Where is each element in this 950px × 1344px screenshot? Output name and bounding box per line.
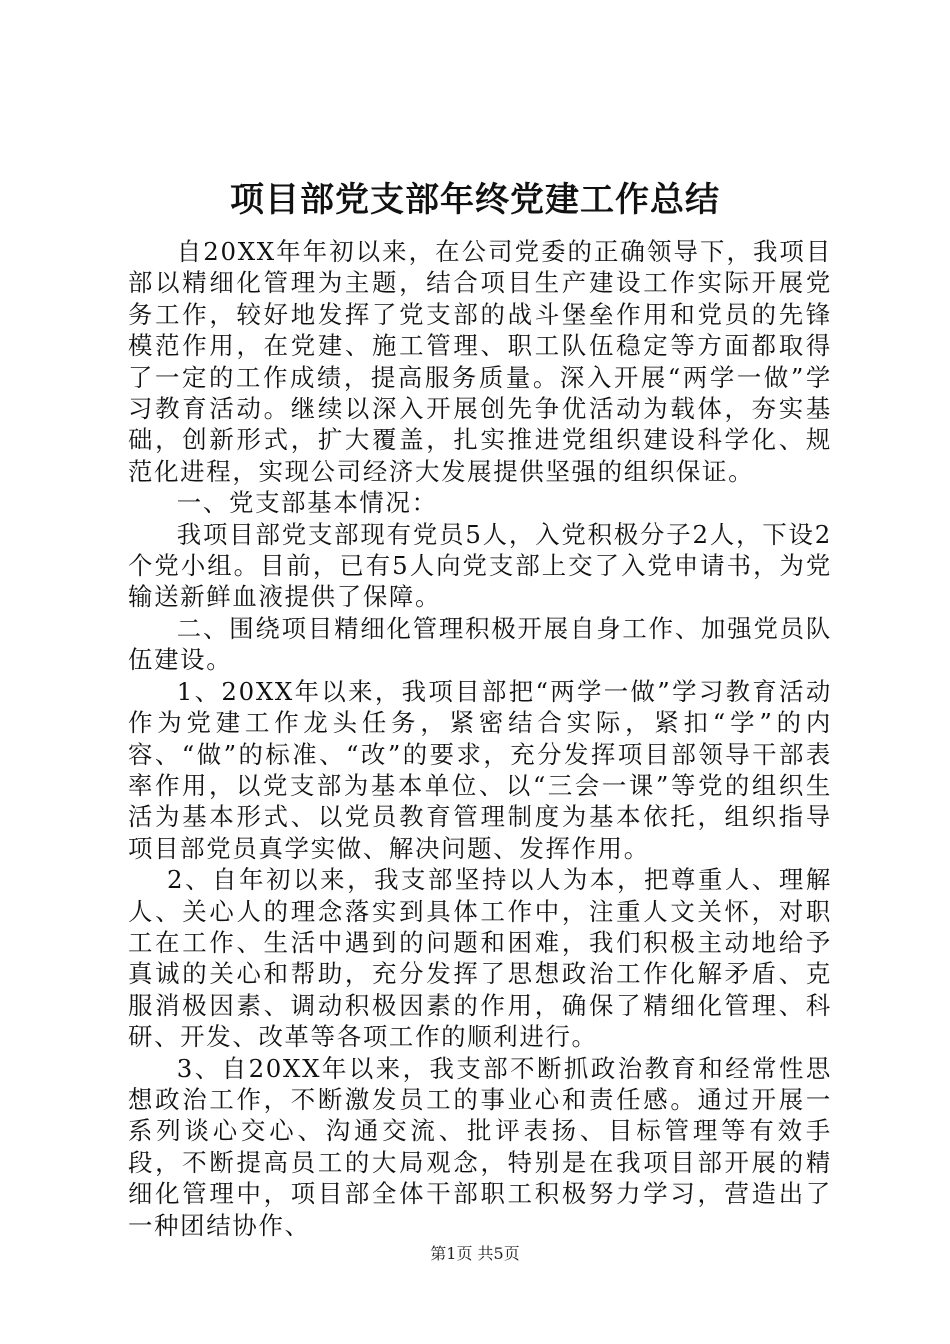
paragraph-intro: 自20XX年年初以来，在公司党委的正确领导下，我项目部以精细化管理为主题，结合项目生产建设工作实际开展党务工作，较好地发挥了党支部的战斗堡垒作用和党员的先锋模范作用，在党建、施工管理、职工队伍稳定等方面都取得了一定的工作成绩，提高服务质量。深入开展“两学一做”学习教育活动。继续以深入开展创先争优活动为载体，夯实基础，创新形式，扩大覆盖，扎实推进党组织建设科学化、规范化进程，实现公司经济大发展提供坚强的组织保证。: [128, 237, 832, 486]
document-body: [128, 236, 832, 1241]
paragraph-item-3: 3、自20XX年以来，我支部不断抓政治教育和经常性思想政治工作，不断激发员工的事业心和责任感。通过开展一系列谈心交心、沟通交流、批评表扬、目标管理等有效手段，不断提高员工的大局观念，特别是在我项目部开展的精细化管理中，项目部全体干部职工积极努力学习，营造出了一种团结协作、: [128, 1053, 832, 1240]
document-title: 项目部党支部年终党建工作总结: [230, 180, 720, 220]
page-footer: 第1页 共5页: [430, 1244, 520, 1263]
paragraph-branch-info: 我项目部党支部现有党员5人，入党积极分子2人，下设2个党小组。目前，已有5人向党支部上交了入党申请书，为党输送新鲜血液提供了保障。: [128, 519, 832, 612]
section-heading-1: 一、党支部基本情况：: [176, 488, 438, 518]
paragraph-item-1: 1、20XX年以来，我项目部把“两学一做”学习教育活动作为党建工作龙头任务，紧密结合实际，紧扣“学”的内容、“做”的标准、“改”的要求，充分发挥项目部领导干部表率作用，以党支部为基本单位、以“三会一课”等党的组织生活为基本形式、以党员教育管理制度为基本依托，组织指导项目部党员真学实做、解决问题、发挥作用。: [128, 676, 832, 863]
paragraph-item-2: 2、自年初以来，我支部坚持以人为本，把尊重人、理解人、关心人的理念落实到具体工作中，注重人文关怀，对职工在工作、生活中遇到的问题和困难，我们积极主动地给予真诚的关心和帮助，充分发挥了思想政治工作化解矛盾、克服消极因素、调动积极因素的作用，确保了精细化管理、科研、开发、改革等各项工作的顺利进行。: [128, 865, 832, 1052]
section-heading-2: 二、围绕项目精细化管理积极开展自身工作、加强党员队伍建设。: [128, 613, 832, 675]
